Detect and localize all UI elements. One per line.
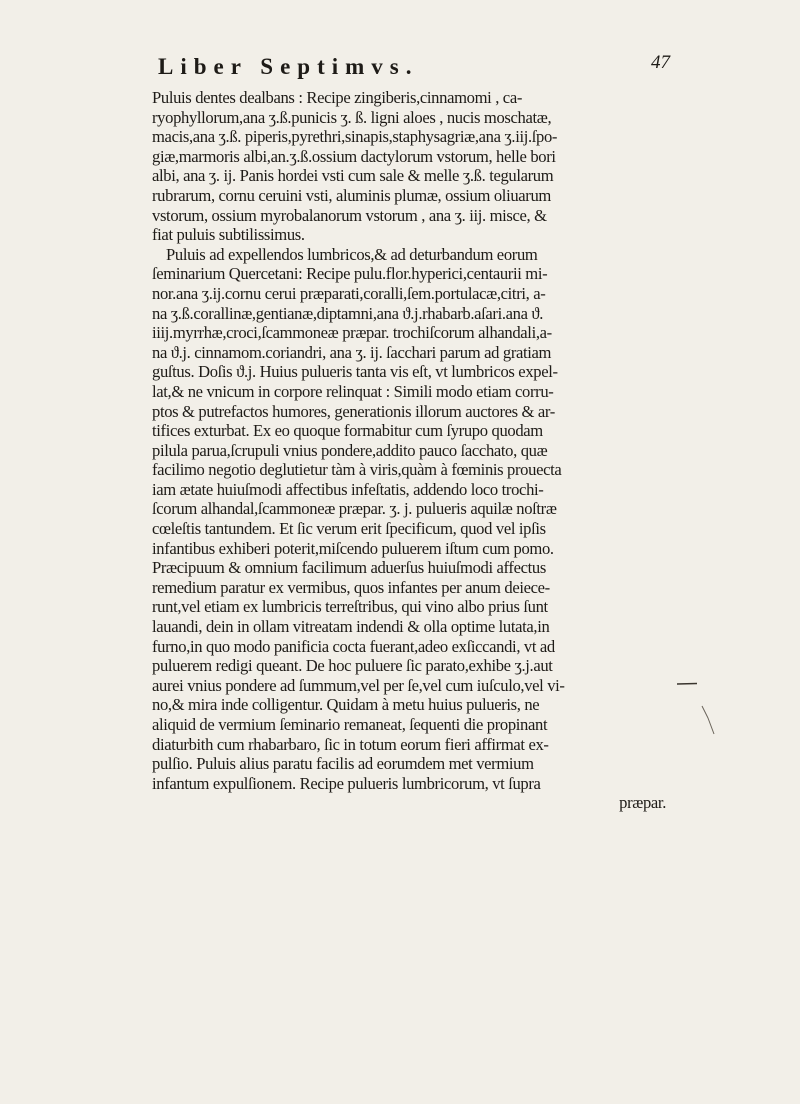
text-line: nor.ana ʒ.ij.cornu cerui præparati,coralli,ſem.portulacæ,citri, a- [152, 283, 546, 303]
text-line: no,& mira inde colligentur. Quidam à metu huius pulueris, ne [152, 695, 540, 715]
text-line: infantibus exhiberi poterit,miſcendo puluerem iſtum cum pomo. [152, 538, 554, 558]
text-line: ryophyllorum,ana ʒ.ß.punicis ʒ. ß. ligni aloes , nucis moschatæ, [152, 107, 552, 127]
text-line: furno,in quo modo panificia cocta fuerant,adeo exſiccandi, vt ad [152, 636, 555, 656]
text-line: iiij.myrrhæ,croci,ſcammoneæ præpar. trochiſcorum alhandali,a- [152, 323, 552, 343]
text-line: aliquid de vermium ſeminario remaneat, ſequenti die propinant [152, 715, 548, 734]
text-line: pulſio. Puluis alius paratu facilis ad eorumdem met vermium [152, 754, 534, 774]
text-line: Puluis ad expellendos lumbricos,& ad deturbandum eorum [166, 244, 538, 264]
text-line: facilimo negotio deglutietur tàm à viris,quàm à fœminis prouecta [152, 460, 562, 480]
catchword: præpar. [619, 793, 666, 813]
page-number: 47 [651, 52, 670, 73]
text-line: diaturbith cum rhabarbaro, ſic in totum eorum fieri affirmat ex- [152, 734, 549, 754]
text-line: tifices exturbat. Ex eo quoque formabitur cum ſyrupo quodam [152, 421, 543, 441]
text-line: giæ,marmoris albi,an.ʒ.ß.ossium dactylorum vstorum, helle bori [152, 146, 556, 166]
text-line: lat,& ne vnicum in corpore relinquat : Simili modo etiam corru- [152, 381, 554, 401]
text-line: runt,vel etiam ex lumbricis terreſtribus, qui vino albo prius ſunt [152, 597, 548, 617]
body-text [152, 88, 672, 813]
text-line: fiat puluis subtilissimus. [152, 225, 305, 245]
text-line: albi, ana ʒ. ij. Panis hordei vsti cum sale & melle ʒ.ß. tegularum [152, 166, 554, 186]
text-line: Præcipuum & omnium facilimum aduerſus huiuſmodi affectus [152, 558, 546, 578]
text-line: ſeminarium Quercetani: Recipe pulu.flor.hyperici,centaurii mi- [152, 264, 548, 284]
text-line: remedium paratur ex vermibus, quos infantes per anum deiece- [152, 577, 550, 597]
text-line: pilula parua,ſcrupuli vnius pondere,addito pauco ſacchato, quæ [152, 440, 548, 460]
text-line: iam ætate huiuſmodi affectibus infeſtatis, addendo loco trochi- [152, 479, 544, 499]
paragraph-worm-powder [152, 245, 672, 794]
text-line: vstorum, ossium myrobalanorum vstorum , ana ʒ. iij. misce, & [152, 205, 547, 225]
text-line: guſtus. Doſis ϑ.j. Huius pulueris tanta vis eſt, vt lumbricos expel- [152, 362, 558, 382]
page-header [150, 50, 670, 86]
text-line: cœleſtis tantundem. Et ſic verum erit ſpecificum, quod vel ipſis [152, 519, 546, 539]
text-line: lauandi, dein in ollam vitreatam indendi & olla optime lutata,in [152, 617, 550, 637]
text-line: rubrarum, cornu ceruini vsti, aluminis plumæ, ossium oliuarum [152, 185, 551, 205]
text-line: macis,ana ʒ.ß. piperis,pyrethri,sinapis,staphysagriæ,ana ʒ.iij.ſpo- [152, 127, 558, 147]
margin-stray-mark [700, 704, 720, 736]
running-title: Liber Septimvs. [158, 54, 419, 79]
paragraph-tooth-powder [152, 88, 672, 245]
text-line: na ʒ.ß.corallinæ,gentianæ,diptamni,ana ϑ.j.rhabarb.aſari.ana ϑ. [152, 303, 544, 323]
text-line: puluerem redigi queant. De hoc puluere ſic parato,exhibe ʒ.j.aut [152, 656, 553, 676]
text-line: Puluis dentes dealbans : Recipe zingiberis,cinnamomi , ca- [152, 88, 523, 107]
text-line: aurei vnius pondere ad ſummum,vel per ſe,vel cum iuſculo,vel vi- [152, 675, 565, 695]
margin-dash-mark [676, 682, 698, 686]
text-line: infantum expulſionem. Recipe pulueris lumbricorum, vt ſupra [152, 773, 541, 793]
text-line: ptos & putrefactos humores, generationis illorum auctores & ar- [152, 401, 555, 421]
text-line: ſcorum alhandal,ſcammoneæ præpar. ʒ. j. pulueris aquilæ noſtræ [152, 499, 557, 519]
text-line: na ϑ.j. cinnamom.coriandri, ana ʒ. ij. ſacchari parum ad gratiam [152, 342, 552, 362]
